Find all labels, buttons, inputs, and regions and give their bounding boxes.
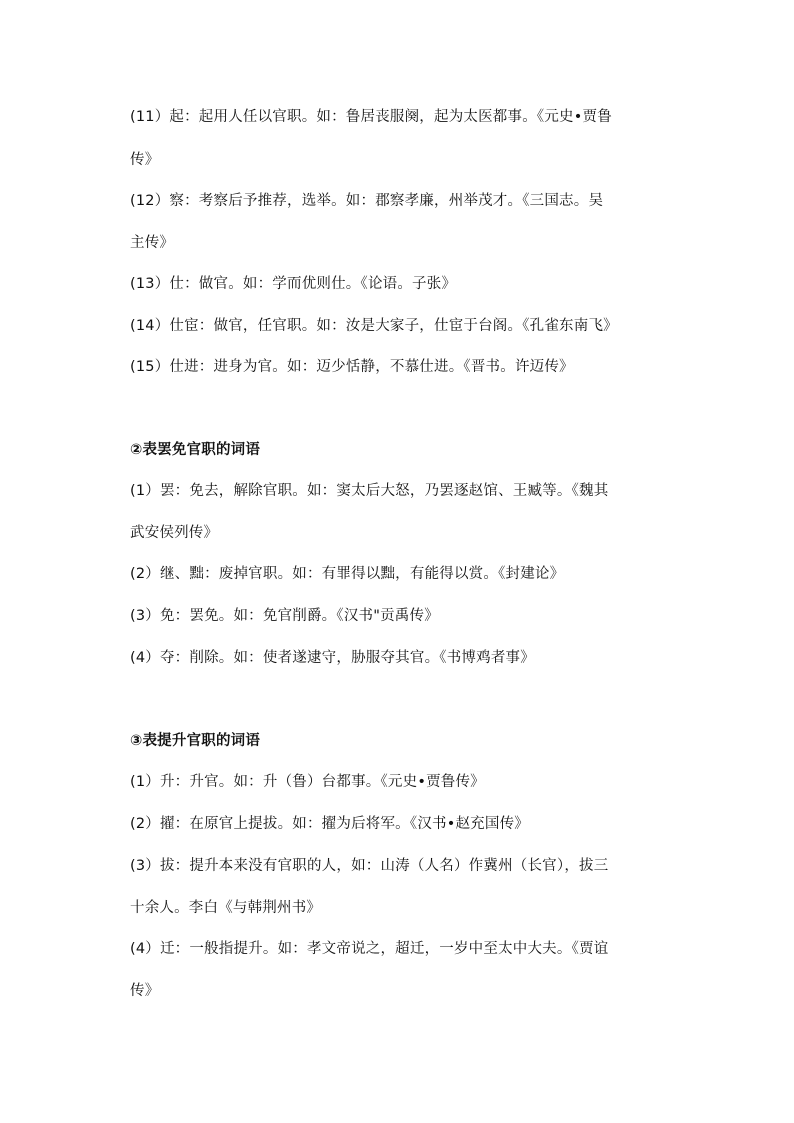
entry-qian: (4）迁：一般指提升。如：孝文帝说之，超迁，一岁中至太中大夫。《贾谊 [130,941,609,957]
entry-cha-continued: 主传》 [130,235,175,251]
entry-qi: (11）起：起用人任以官职。如：鲁居丧服阕，起为太医都事。《元史•贾鲁 [130,109,612,125]
entry-shi: (13）仕：做官。如：学而优则仕。《论语。子张》 [130,276,457,292]
entry-shihuan: (14）仕宦：做官，任官职。如：汝是大家子，仕宦于台阁。《孔雀东南飞》 [130,318,618,334]
entry-zhuo: (2）擢：在原官上提拔。如：擢为后将军。《汉书•赵充国传》 [130,816,529,832]
entry-ba-promote-continued: 十余人。李白《与韩荆州书》 [130,900,322,916]
entry-cha: (12）察：考察后予推荐，选举。如：郡察孝廉，州举茂才。《三国志。吴 [130,193,604,209]
entry-ba-continued: 武安侯列传》 [130,525,219,541]
entry-ba-promote: (3）拔：提升本来没有官职的人，如：山涛（人名）作冀州（长官），拔三 [130,858,609,874]
entry-mian: (3）免：罢免。如：免官削爵。《汉书"贡禹传》 [130,608,439,624]
section-heading-dismissal: ②表罢免官职的词语 [130,442,261,458]
entry-chu: (2）继、黜：废掉官职。如：有罪得以黜，有能得以赏。《封建论》 [130,566,565,582]
entry-duo: (4）夺：削除。如：使者遂逮守，胁服夺其官。《书博鸡者事》 [130,650,535,666]
section-heading-promotion: ③表提升官职的词语 [130,733,261,749]
entry-sheng: (1）升：升官。如：升（鲁）台都事。《元史•贾鲁传》 [130,774,485,790]
entry-qi-continued: 传》 [130,152,160,168]
entry-shijin: (15）仕进：进身为官。如：迈少恬静，不慕仕进。《晋书。许迈传》 [130,359,574,375]
entry-qian-continued: 传》 [130,983,160,999]
entry-ba: (1）罢：免去，解除官职。如：窦太后大怒，乃罢逐赵馆、王臧等。《魏其 [130,483,609,499]
